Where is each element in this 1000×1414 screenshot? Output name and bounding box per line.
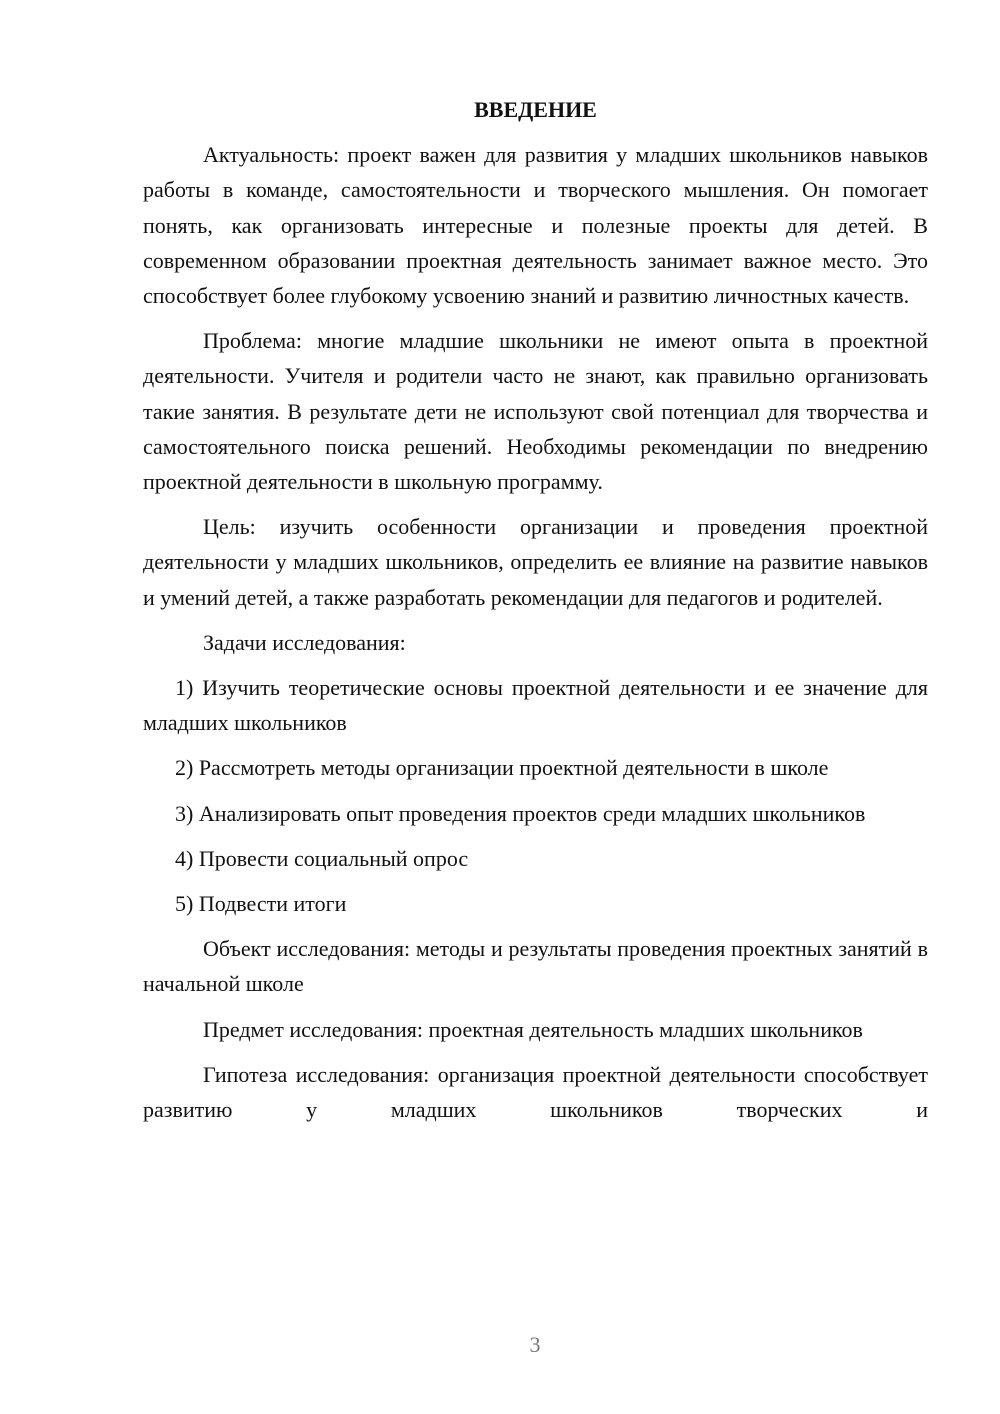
task-item-5: 5) Подвести итоги [175, 891, 347, 917]
task-item-1: 1) Изучить теоретические основы проектной деятельности и ее значение для младших школьников [143, 675, 928, 736]
page-title: ВВЕДЕНИЕ [474, 97, 597, 122]
page-content [143, 92, 928, 1137]
paragraph-relevance: Актуальность: проект важен для развития у младших школьников навыков работы в команде, самостоятельности и творческого мышления. Он помогает понять, как организовать интересные и полезные проекты для детей. В современном образовании проектная деятельность занимает важное место. Это способствует более глубокому усвоению знаний и развитию личностных качеств. [143, 142, 928, 309]
task-item-3: 3) Анализировать опыт проведения проектов среди младших школьников [175, 800, 866, 826]
paragraph-hypothesis: Гипотеза исследования: организация проектной деятельности способствует развитию у младших школьников творческих и [143, 1061, 928, 1123]
paragraph-goal: Цель: изучить особенности организации и проведения проектной деятельности у младших школьников, определить ее влияние на развитие навыков и умений детей, а также разработать рекомендации для педагогов и родителей. [143, 514, 928, 610]
paragraph-object: Объект исследования: методы и результаты проведения проектных занятий в начальной школе [143, 936, 928, 997]
task-item-2: 2) Рассмотреть методы организации проектной деятельности в школе [175, 755, 829, 781]
task-item-4: 4) Провести социальный опрос [175, 845, 469, 871]
tasks-heading: Задачи исследования: [203, 629, 406, 655]
paragraph-subject: Предмет исследования: проектная деятельность младших школьников [203, 1016, 863, 1042]
paragraph-problem: Проблема: многие младшие школьники не имеют опыта в проектной деятельности. Учителя и родители часто не знают, как правильно организовать такие занятия. В результате дети не используют свой потенциал для творчества и самостоятельного поиска решений. Необходимы рекомендации по внедрению проектной деятельности в школьную программу. [143, 328, 928, 495]
page-number: 3 [529, 1332, 541, 1357]
